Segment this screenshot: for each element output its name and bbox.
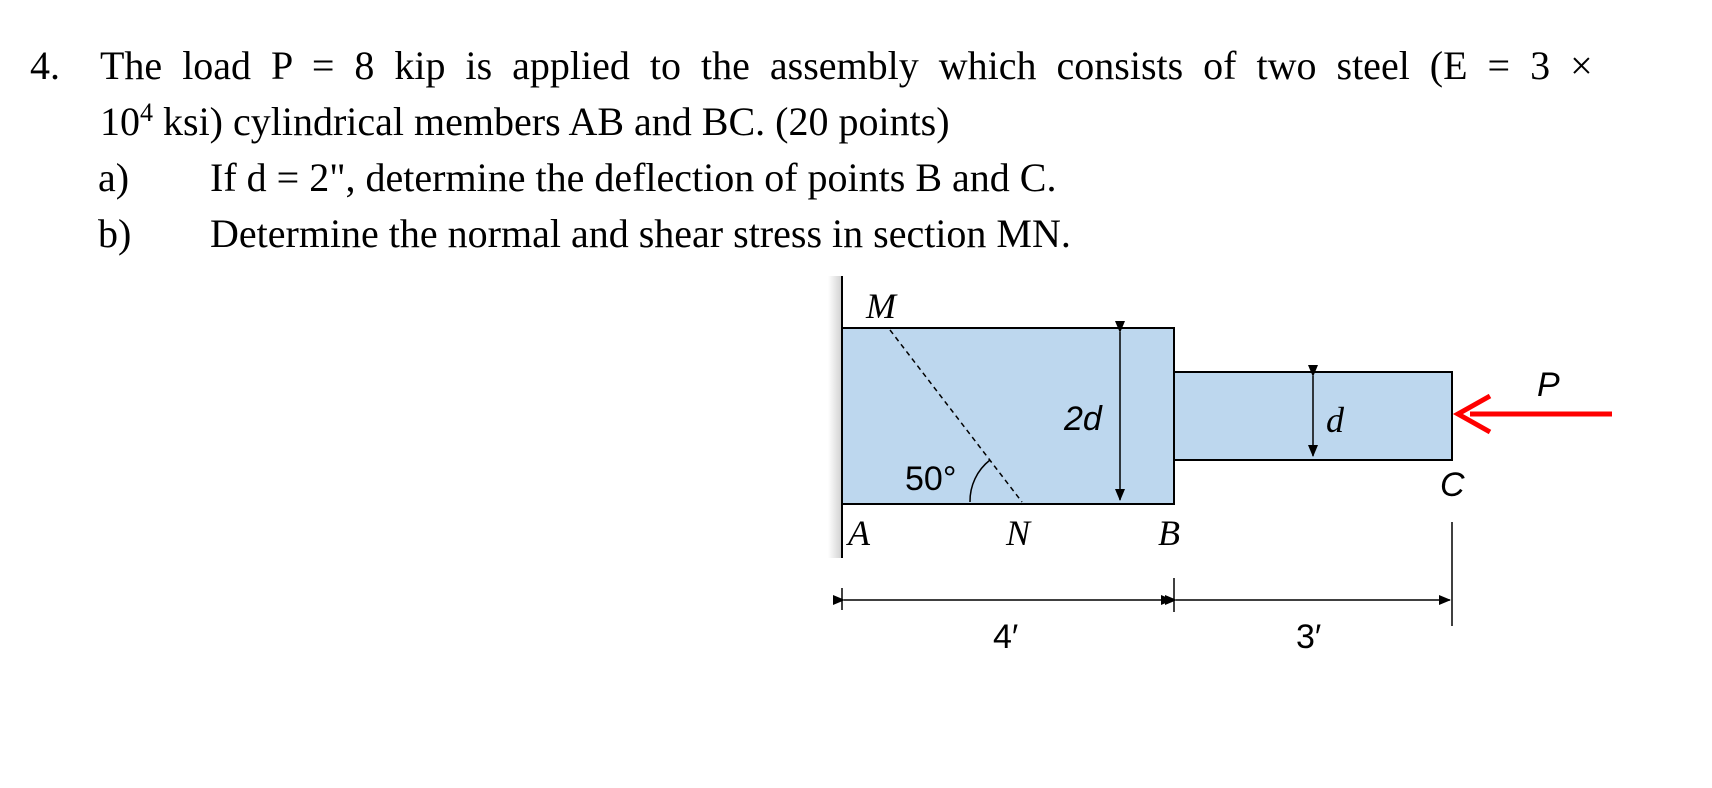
member-ab xyxy=(842,328,1174,504)
part-b-text: Determine the normal and shear stress in section MN. xyxy=(210,211,1071,256)
part-a-text: If d = 2", determine the deflection of points B and C. xyxy=(210,155,1057,200)
length-bc-label: 3′ xyxy=(1296,618,1322,656)
label-2d: 2d xyxy=(1064,400,1102,438)
label-n: N xyxy=(1006,513,1031,553)
label-d: d xyxy=(1326,400,1344,440)
label-p: P xyxy=(1537,366,1560,404)
problem-number: 4. xyxy=(30,43,60,88)
label-a: A xyxy=(848,513,870,553)
label-m: M xyxy=(866,286,896,326)
problem-intro-text: The load P = 8 kip is applied to the assembly which consists of two steel (E = 3 × xyxy=(100,43,1593,88)
length-ab-label: 4′ xyxy=(993,618,1019,656)
modulus-exponent: 4 xyxy=(140,98,153,127)
part-a-label: a) xyxy=(98,155,130,200)
problem-line-2-text: ksi) cylindrical members AB and BC. (20 points) xyxy=(163,99,950,144)
label-b: B xyxy=(1158,513,1180,553)
fixed-wall xyxy=(828,276,842,558)
part-b-label: b) xyxy=(98,211,132,256)
label-c: C xyxy=(1440,466,1465,504)
modulus-base: 10 xyxy=(100,99,140,144)
angle-label: 50° xyxy=(905,460,957,498)
